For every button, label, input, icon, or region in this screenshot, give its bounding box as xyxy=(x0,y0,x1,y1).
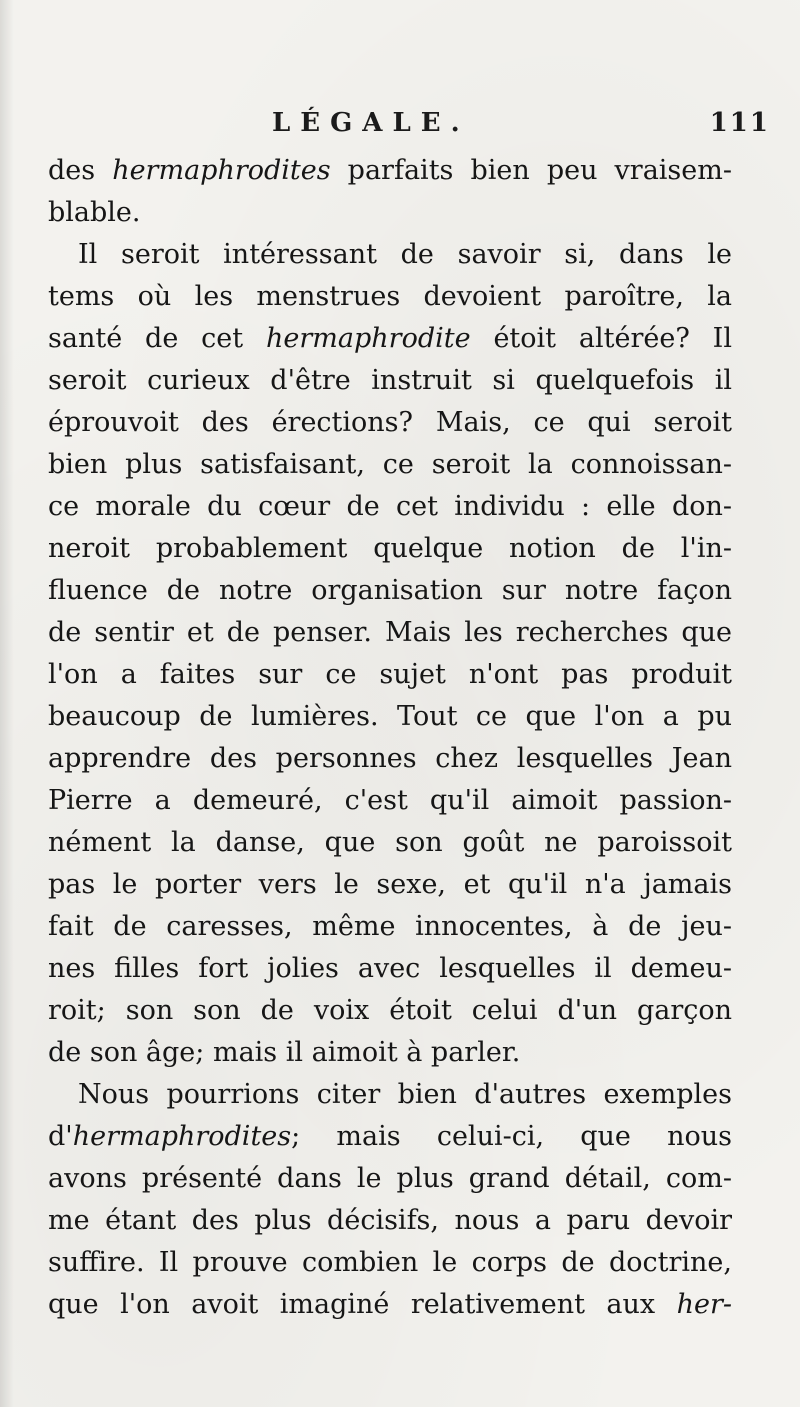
text-segment: tems où les menstrues devoient paroître, la xyxy=(48,281,732,312)
italic-term: hermaphrodite xyxy=(266,323,471,354)
text-line xyxy=(48,780,732,822)
text-segment: ce morale du cœur de cet individu : elle don- xyxy=(48,491,732,522)
text-segment: que l'on avoit imaginé relativement aux xyxy=(48,1289,677,1320)
body-text xyxy=(48,150,732,1326)
text-line xyxy=(48,570,732,612)
text-segment: fait de caresses, même innocentes, à de jeu- xyxy=(48,911,732,942)
paragraph xyxy=(48,150,732,234)
text-line xyxy=(48,738,732,780)
text-line xyxy=(48,1242,732,1284)
text-line xyxy=(48,696,732,738)
text-line xyxy=(48,990,732,1032)
text-segment: Nous pourrions citer bien d'autres exemples xyxy=(78,1079,732,1110)
text-line xyxy=(48,528,732,570)
text-segment: roit; son son de voix étoit celui d'un garçon xyxy=(48,995,732,1026)
text-line xyxy=(48,192,732,234)
text-line xyxy=(48,486,732,528)
text-segment: apprendre des personnes chez lesquelles Jean xyxy=(48,743,732,774)
text-line xyxy=(48,948,732,990)
text-line xyxy=(48,402,732,444)
page-edge-shadow xyxy=(0,0,14,1407)
text-segment: fluence de notre organisation sur notre façon xyxy=(48,575,732,606)
text-line xyxy=(48,318,732,360)
running-head: LÉGALE. xyxy=(272,108,470,138)
text-line xyxy=(48,1284,732,1326)
page-number: 111 xyxy=(709,108,770,138)
italic-term: her- xyxy=(676,1289,732,1320)
text-segment: de son âge; mais il aimoit à parler. xyxy=(48,1037,521,1068)
text-segment: éprouvoit des érections? Mais, ce qui seroit xyxy=(48,407,732,438)
text-segment: de sentir et de penser. Mais les recherches que xyxy=(48,617,732,648)
text-line xyxy=(48,864,732,906)
text-segment: nes filles fort jolies avec lesquelles il demeu- xyxy=(48,953,732,984)
text-segment: beaucoup de lumières. Tout ce que l'on a pu xyxy=(48,701,732,732)
text-segment: avons présenté dans le plus grand détail, com- xyxy=(48,1163,732,1194)
text-line xyxy=(48,444,732,486)
text-segment: nément la danse, que son goût ne paroissoit xyxy=(48,827,732,858)
text-line xyxy=(48,822,732,864)
text-line xyxy=(48,234,732,276)
text-segment: d' xyxy=(48,1121,73,1152)
text-line xyxy=(48,1158,732,1200)
text-segment: Pierre a demeuré, c'est qu'il aimoit passion- xyxy=(48,785,732,816)
text-segment: l'on a faites sur ce sujet n'ont pas produit xyxy=(48,659,732,690)
paragraph xyxy=(48,234,732,1074)
text-line xyxy=(48,1032,732,1074)
text-line xyxy=(48,1116,732,1158)
text-line xyxy=(48,360,732,402)
text-line xyxy=(48,612,732,654)
text-segment: étoit altérée? Il xyxy=(470,323,732,354)
paragraph xyxy=(48,1074,732,1326)
text-line xyxy=(48,906,732,948)
text-line xyxy=(48,1200,732,1242)
text-segment: Il seroit intéressant de savoir si, dans le xyxy=(78,239,732,270)
text-segment: blable. xyxy=(48,197,141,228)
page-header xyxy=(50,108,770,148)
italic-term: hermaphrodites xyxy=(72,1121,292,1152)
text-line xyxy=(48,150,732,192)
text-segment: santé de cet xyxy=(48,323,267,354)
text-segment: seroit curieux d'être instruit si quelquefois il xyxy=(48,365,732,396)
text-segment: pas le porter vers le sexe, et qu'il n'a jamais xyxy=(48,869,732,900)
text-segment: parfaits bien peu vraisem- xyxy=(330,155,732,186)
italic-term: hermaphrodites xyxy=(112,155,331,186)
text-line xyxy=(48,276,732,318)
text-segment: des xyxy=(48,155,113,186)
text-segment: ; mais celui-ci, que nous xyxy=(291,1121,732,1152)
text-segment: bien plus satisfaisant, ce seroit la connoissan- xyxy=(48,449,732,480)
text-segment: me étant des plus décisifs, nous a paru devoir xyxy=(48,1205,732,1236)
text-line xyxy=(48,1074,732,1116)
text-segment: neroit probablement quelque notion de l'in- xyxy=(48,533,732,564)
text-segment: suffire. Il prouve combien le corps de doctrine, xyxy=(48,1247,732,1278)
text-line xyxy=(48,654,732,696)
